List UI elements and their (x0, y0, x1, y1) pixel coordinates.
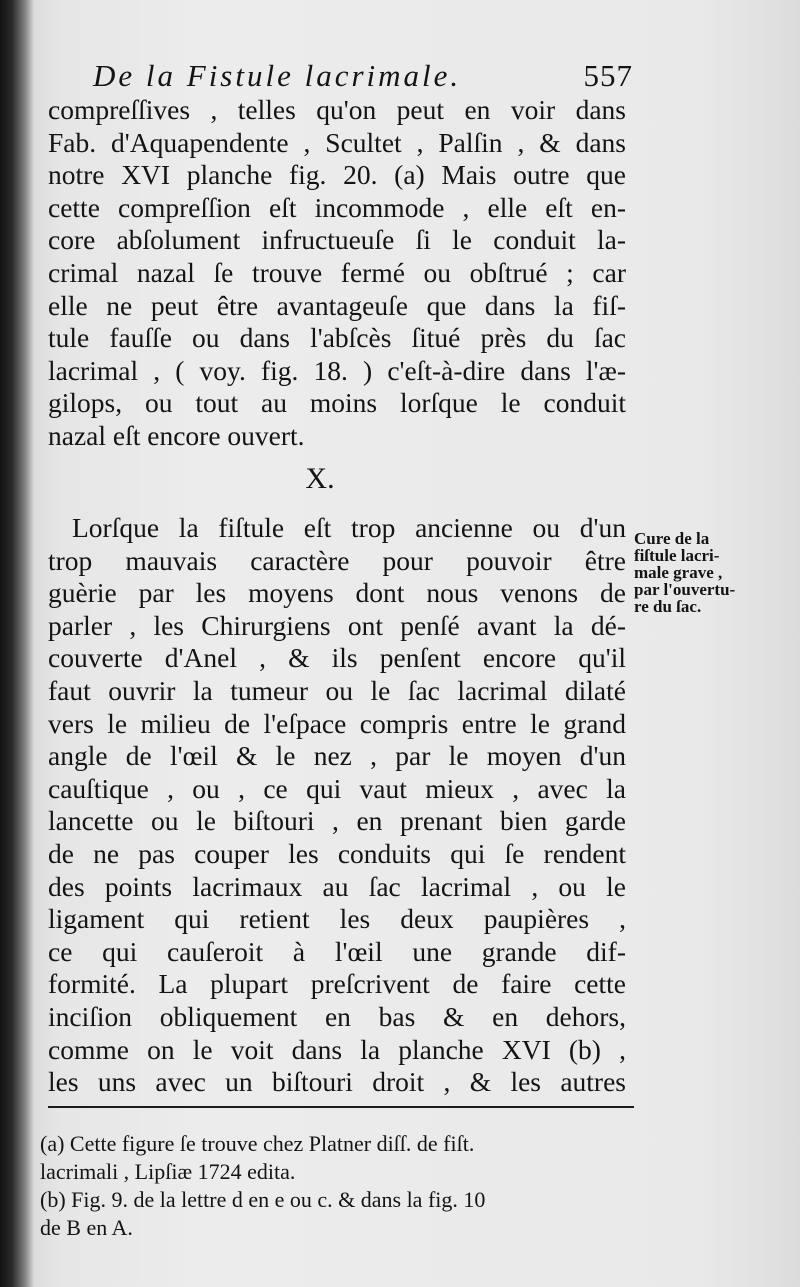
margin-note-line: fiſtule lacri- (634, 546, 720, 565)
text-line: compreſſives , telles qu'on peut en voir dans (48, 94, 626, 125)
margin-note-line: Cure de la (634, 529, 710, 548)
paragraph-2 (48, 512, 626, 1099)
margin-note-line: par l'ouvertu- (634, 580, 736, 599)
text-line: faut ouvrir la tumeur ou le ſac lacrimal dilaté (48, 674, 626, 706)
text-line: tule fauſſe ou dans l'abſcès ſitué près du ſac (48, 322, 626, 354)
text-line: gilops, ou tout au moins lorſque le conduit (48, 387, 626, 419)
text-line: formité. La plupart preſcrivent de faire cette (48, 968, 626, 1000)
text-line: core abſolument infructueuſe ſi le conduit la- (48, 224, 626, 256)
text-line: vers le milieu de l'eſpace compris entre le grand (48, 707, 626, 739)
text-line: comme on le voit dans la planche XVI (b) , (48, 1033, 626, 1065)
margin-note-line: male grave , (634, 563, 723, 582)
text-line: Fab. d'Aquapendente , Scultet , Palſin , & dans (48, 126, 626, 158)
footnote-line: lacrimali , Lipſiæ 1724 edita. (40, 1159, 296, 1184)
text-line: crimal nazal ſe trouve fermé ou obſtrué ; car (48, 256, 626, 288)
text-line: angle de l'œil & le nez , par le moyen d'un (48, 740, 626, 772)
text-line: lancette ou le biſtouri , en prenant bien garde (48, 805, 626, 837)
margin-note-line: re du ſac. (634, 597, 702, 616)
text-line: ce qui cauſeroit à l'œil une grande dif- (48, 935, 626, 967)
footnote-rule (48, 1106, 634, 1108)
paragraph-1 (48, 94, 626, 453)
footnotes (40, 1130, 640, 1242)
text-line: trop mauvais caractère pour pouvoir être (48, 544, 626, 576)
binding-gutter-shadow (0, 0, 34, 1287)
text-line: couverte d'Anel , & ils penſent encore qu'il (48, 642, 626, 674)
text-line: elle ne peut être avantageuſe que dans la fiſ- (48, 289, 626, 321)
footnote-line: (a) Cette figure ſe trouve chez Platner diſſ. de fiſt. (40, 1131, 475, 1156)
text-line: guèrie par les moyens dont nous venons de (48, 577, 626, 609)
text-line: cauſtique , ou , ce qui vaut mieux , avec la (48, 772, 626, 804)
text-line: les uns avec un biſtouri droit , & les autres (48, 1066, 626, 1098)
text-line: des points lacrimaux au ſac lacrimal , ou le (48, 870, 626, 902)
text-line: notre XVI planche fig. 20. (a) Mais outre que (48, 159, 626, 191)
text-line: Lorſque la fiſtule eſt trop ancienne ou d'un (72, 512, 626, 543)
text-line: de ne pas couper les conduits qui ſe rendent (48, 837, 626, 869)
text-line: parler , les Chirurgiens ont penſé avant la dé- (48, 609, 626, 641)
text-line: cette compreſſion eſt incommode , elle eſt en- (48, 191, 626, 223)
page-number: 557 (583, 58, 633, 93)
section-number: X. (305, 462, 335, 495)
footnote-line: de B en A. (40, 1215, 133, 1240)
running-head-title: De la Fistule lacrimale. (93, 58, 462, 93)
text-line: nazal eſt encore ouvert. (48, 419, 305, 451)
text-line: inciſion obliquement en bas & en dehors, (48, 1000, 626, 1032)
text-line: lacrimal , ( voy. fig. 18. ) c'eſt-à-dire dans l'æ- (48, 354, 626, 386)
text-line: ligament qui retient les deux paupières , (48, 903, 626, 935)
margin-note (634, 530, 794, 615)
footnote-line: (b) Fig. 9. de la lettre d en e ou c. & dans la fig. 10 (40, 1187, 486, 1212)
